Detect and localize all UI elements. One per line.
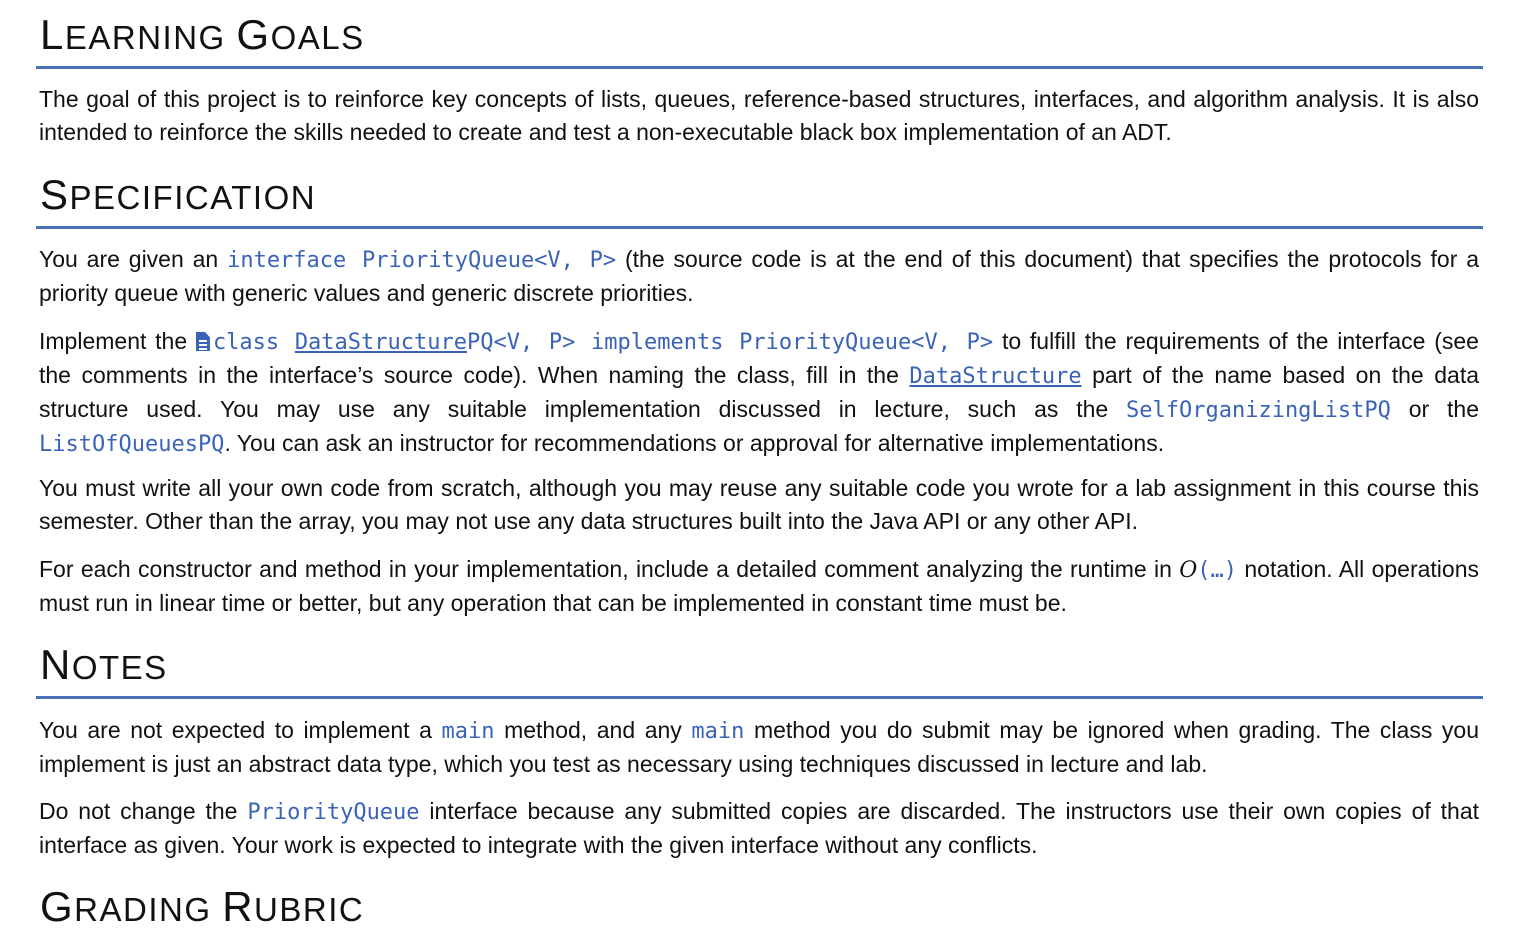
big-o-notation: O: [1179, 558, 1198, 583]
notes-paragraph-2: Do not change the PriorityQueue interface because any submitted copies are discarded. The instructors use their own copies of that interface as given. Your work is expected to integrate with the given interface without any conflicts.: [39, 798, 1479, 858]
code-main-2: main: [691, 719, 745, 744]
spec-paragraph-3: You must write all your own code from scratch, although you may reuse any suitable code you wrote for a lab assignment in this course this semester. Other than the array, you may not use any data structures built into the Java API or any other API.: [39, 475, 1479, 534]
code-listofqueuespq: ListOfQueuesPQ: [39, 432, 225, 457]
heading-notes: NOTES: [36, 635, 1483, 699]
link-datastructure-2[interactable]: DataStructure: [909, 364, 1082, 389]
code-interface-priorityqueue: interface PriorityQueue<V, P>: [227, 248, 617, 273]
heading-specification: SPECIFICATION: [36, 165, 1483, 229]
notes-paragraph-1: You are not expected to implement a main method, and any main method you do submit may be ignored when grading. The class you implement is just an abstract data type, which you test as necessary using techniques discussed in lecture and lab.: [39, 717, 1479, 777]
heading-learning-goals: LEARNING GOALS: [36, 4, 1483, 69]
learning-goals-paragraph: The goal of this project is to reinforce key concepts of lists, queues, reference-based structures, interfaces, and algorithm analysis. It is also intended to reinforce the skills needed to create and test a non-executable black box implementation of an ADT.: [39, 86, 1479, 145]
link-datastructure[interactable]: DataStructure: [294, 330, 467, 355]
spec-paragraph-4: For each constructor and method in your implementation, include a detailed comment analyzing the runtime in O(…) notation. All operations must run in linear time or better, but any operation that can be implemented in constant time must be.: [39, 556, 1480, 616]
document-icon: [196, 332, 210, 351]
heading-grading-rubric: GRADING RUBRIC: [40, 883, 365, 930]
spec-paragraph-2: Implement the class DataStructurePQ<V, P> implements PriorityQueue<V, P> to fulfill the requirements of the interface (see the comments in the interface’s source code). When naming the class, fill in the DataStructure part of the name based on the data structure used. You may use any suitable implementation discussed in lecture, such as the SelfOrganizingListPQ or the ListOfQueuesPQ. You can ask an instructor for recommendations or approval for alternative implementations.: [39, 328, 1480, 457]
spec-paragraph-1: You are given an interface PriorityQueue<V, P> (the source code is at the end of this document) that specifies the protocols for a priority queue with generic values and generic discrete priorities.: [39, 246, 1480, 306]
code-priorityqueue: PriorityQueue: [247, 800, 420, 825]
code-main: main: [441, 719, 495, 744]
code-selforganizinglistpq: SelfOrganizingListPQ: [1126, 398, 1391, 423]
